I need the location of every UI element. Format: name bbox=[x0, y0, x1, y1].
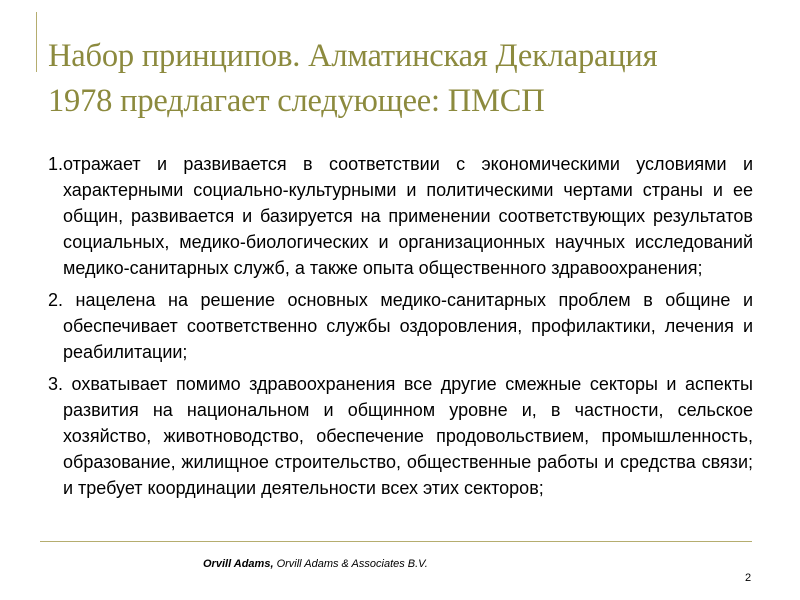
footer-divider bbox=[40, 541, 752, 542]
slide-title bbox=[48, 34, 768, 124]
principle-item-1: 1.отражает и развивается в соответствии с экономическими условиями и характерными социально-культурными и политическими чертами страны и ее общин, развивается и базируется на применении соответствующих результатов социальных, медико-биологических и организационных научных исследований медико-санитарных служб, а также опыта общественного здравоохранения; bbox=[48, 154, 753, 278]
slide-title-line-1: Набор принципов. Алматинская Декларация bbox=[48, 38, 658, 74]
footer-author: Orvill Adams, bbox=[203, 558, 274, 570]
title-accent-line bbox=[36, 12, 37, 72]
principle-item-3: 3. охватывает помимо здравоохранения все другие смежные секторы и аспекты развития на национальном и общинном уровне и, в частности, сельское хозяйство, животноводство, обеспечение продовольствием, промышленность, образование, жилищное строительство, общественные работы и средства связи; и требует координации деятельности всех этих секторов; bbox=[48, 374, 753, 498]
footer-organization: Orvill Adams & Associates B.V. bbox=[273, 558, 428, 570]
page-number: 2 bbox=[745, 572, 752, 584]
principle-item-2: 2. нацелена на решение основных медико-санитарных проблем в общине и обеспечивает соответственно службы оздоровления, профилактики, лечения и реабилитации; bbox=[48, 290, 753, 362]
footer-credit bbox=[203, 558, 428, 570]
slide-title-line-2: 1978 предлагает следующее: ПМСП bbox=[48, 83, 545, 119]
slide-body bbox=[48, 151, 753, 501]
